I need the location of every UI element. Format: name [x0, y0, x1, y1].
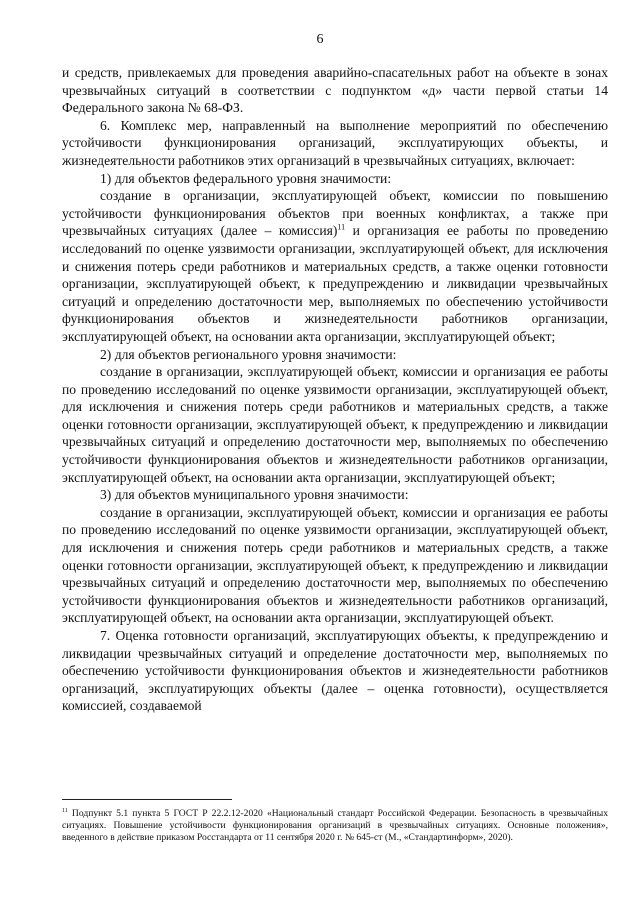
list-item: 3) для объектов муниципального уровня значимости:: [100, 487, 409, 503]
paragraph: создание в организации, эксплуатирующей объект, комиссии и организация ее работы по проведению исследований по оценке уязвимости организации, эксплуатирующей объект, для исключения и снижения потерь среди работников и материальных средств, а также оценки готовности организации, эксплуатирующей объект, к предупреждению и ликвидации чрезвычайных ситуаций и определению достаточности мер, выполняемых по обеспечению устойчивости функционирования объектов и жизнедеятельности работников организации, эксплуатирующей объект, на основании акта организации, эксплуатирующей объект;: [62, 364, 608, 485]
list-item: 2) для объектов регионального уровня значимости:: [100, 346, 397, 362]
paragraph-text: и организация ее работы по проведению исследований по оценке уязвимости организации, эксплуатирующей объект, для исключения и снижения потерь среди работников и материальных средств, а также оценки готовности организации, эксплуатирующей объект, к предупреждению и ликвидации чрезвычайных ситуаций и определению достаточности мер, выполняемых по обеспечению устойчивости функционирования объектов и жизнедеятельности работников организации, эксплуатирующей объект, на основании акта организации, эксплуатирующей объект;: [62, 223, 608, 344]
footnote: [62, 808, 608, 845]
paragraph-text: создание в организации, эксплуатирующей объект, комиссии по повышению устойчивости функционирования объектов при военных конфликтах, а также при чрезвычайных ситуациях (далее – комиссия): [62, 188, 608, 239]
document-body: [62, 64, 608, 715]
paragraph: 6. Комплекс мер, направленный на выполнение мероприятий по обеспечению устойчивости функционирования организаций, эксплуатирующих объекты, и жизнедеятельности работников этих организаций в чрезвычайных ситуациях, включает:: [62, 117, 608, 168]
footnote-marker: 11: [337, 222, 346, 232]
page-number: 6: [316, 32, 324, 47]
list-item: 1) для объектов федерального уровня значимости:: [100, 170, 392, 186]
paragraph: 7. Оценка готовности организаций, эксплуатирующих объекты, к предупреждению и ликвидации чрезвычайных ситуаций и определение достаточности мер, выполняемых по обеспечению устойчивости функционирования объектов и жизнедеятельности работников организаций, эксплуатирующих объекты (далее – оценка готовности), осуществляется комиссией, создаваемой: [62, 628, 608, 714]
footnote-number: 11: [62, 807, 68, 814]
footnote-body: Подпункт 5.1 пункта 5 ГОСТ Р 22.2.12-2020 «Национальный стандарт Российской Федерации. Безопасность в чрезвычайных ситуациях. Повышение устойчивости функционирования организаций в чрезвычайных ситуациях. Основные положения», введенного в действие приказом Росстандарта от 11 сентября 2020 г. № 645-ст (М., «Стандартинформ», 2020).: [62, 808, 608, 844]
paragraph: создание в организации, эксплуатирующей объект, комиссии и организация ее работы по проведению исследований по оценке уязвимости организации, эксплуатирующей объект, для исключения и снижения потерь среди работников и материальных средств, а также оценки готовности организации, эксплуатирующей объект, к предупреждению и ликвидации чрезвычайных ситуаций и определению достаточности мер, выполняемых по обеспечению устойчивости функционирования объектов и жизнедеятельности работников организаций, эксплуатирующей объект, на основании акта организации, эксплуатирующей объект.: [62, 504, 608, 626]
paragraph: и средств, привлекаемых для проведения аварийно-спасательных работ на объекте в зонах чрезвычайных ситуаций в соответствии с подпунктом «д» части первой статьи 14 Федерального закона № 68-ФЗ.: [62, 65, 608, 116]
footnote-separator: [62, 799, 232, 800]
paragraph: [62, 187, 608, 345]
